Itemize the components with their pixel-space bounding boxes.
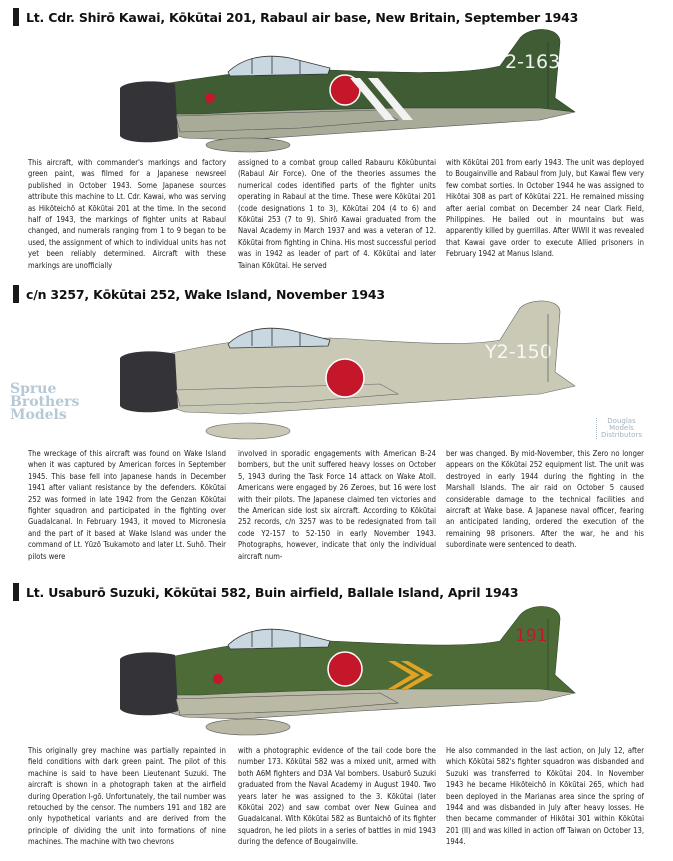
column-2: assigned to a combat group called Rabauru Kōkūbuntai (Rabaul Air Force). One of the theories assumes the numerical codes identified parts of the fighter units operating in Rabaul at the time. These were Kōkūtai 201 (code designations 1 to 3), Kōkūtai 204 (4 to 6) and Kōkūtai 253 (7 to 9). Shirō Kawai graduated from the Naval Academy in March 1937 and was a veteran of 12. Kōkūtai from fighting in China. His most successful period was in 1942 as leader of part of 4. Kōkūtai and later Tainan Kōkūtai. He served — [238, 158, 436, 270]
column-3: He also commanded in the last action, on July 12, after which Kōkūtai 582's fighter squadron was disbanded and Suzuki was transferred to Kōkūtai 204. In November 1943 he became Hikōteichō in Kōkūtai 265, which had been deployed in the Marianas area since the spring of 1944 and was disbanded in July after heavy losses. He then became commander of Hikōtai 301 within Kōkūtai 201 (II) and was killed in action off Taiwan on October 13, 1944. — [446, 746, 644, 847]
section-3-title-bar — [0, 581, 673, 603]
column-3: with Kōkūtai 201 from early 1943. The unit was deployed to Bougainville and Rabaul from July, but Kawai flew very few combat sorties. In October 1944 he was assigned to Hikōtai 308 as part of Kōkūtai 221. He remained missing after aerial combat on December 24 near Clark Field, Philippines. He bailed out in mountains but was apparently killed by guerrillas. After WWII it was revealed that Kawai gave order to execute Allied prisoners in February 1942 at Manus Island. — [446, 158, 644, 259]
column-1: This originally grey machine was partially repainted in field conditions with dark green paint. The pilot of this machine is said to have been Lieutenant Suzuki. The aircraft is shown in a photograph taken at the airfield during Operation I-gō. Unfortunately, the tail number was retouched by the censor. The numbers 191 and 182 are only hypothetical variants and are derived from the principle of dividing the unit into formations of nine machines. The machine with two chevrons — [28, 746, 226, 847]
tail-code: Y2-150 — [485, 341, 552, 363]
aircraft-profile-1 — [0, 28, 673, 156]
section-1-title-bar — [0, 6, 673, 28]
section-3-title: Lt. Usaburō Suzuki, Kōkūtai 582, Buin airfield, Ballale Island, April 1943 — [26, 584, 519, 600]
section-2-title: c/n 3257, Kōkūtai 252, Wake Island, November 1943 — [26, 286, 385, 302]
sprue-brothers-watermark: Sprue Brothers Models — [10, 381, 80, 423]
drop-tank — [206, 719, 290, 735]
hinomaru — [328, 652, 362, 686]
drop-tank — [206, 138, 290, 152]
engine-cowling — [120, 351, 178, 412]
canopy — [228, 629, 330, 649]
hinomaru — [326, 359, 364, 397]
engine-cowling — [120, 81, 178, 142]
section-2-text — [0, 448, 673, 576]
aircraft-profile-2 — [0, 296, 673, 446]
canopy — [228, 56, 330, 76]
column-3: ber was changed. By mid-November, this Zero no longer appears on the Kōkūtai 252 equipment list. The unit was destroyed in early 1944 during the fighting in the Marshall Islands. The air raid on October 5 caused considerable damage to the technical facilities and aircraft at Wake base. A Japanese naval officer, fearing an anticipated landing, ordered the execution of the remaining 98 prisoners. After the war, he and his subordinate were sentenced to death. — [446, 449, 644, 550]
tail-code: 191 — [515, 626, 548, 646]
tail-code: 2-163 — [505, 51, 561, 73]
distributor-watermark: Douglas Models Distributors — [596, 418, 642, 439]
column-2: involved in sporadic engagements with American B-24 bombers, but the unit suffered heavy losses on October 5, 1943 during the Task Force 14 attack on Wake Atoll. Americans were engaged by 26 Zeroes, but 16 were lost with their pilots. The Japanese claimed ten victories and the American side lost six aircraft. According to Kōkūtai 252 records, c/n 3257 was to be redesignated from tail code Y2-157 to 52-150 in early November 1943. Photographs, however, indicate that only the individual aircraft num- — [238, 449, 436, 561]
drop-tank — [206, 423, 290, 439]
canopy — [228, 328, 330, 348]
aircraft-profile-3 — [0, 605, 673, 745]
title-marker — [13, 8, 19, 26]
column-1: This aircraft, with commander's markings and factory green paint, was filmed for a Japanese newsreel published in October 1943. Some Japanese sources attribute this machine to Lt. Cdr. Kawai, who was serving as Hikōteichō at Kōkūtai 201 at the time. In the second half of 1943, the markings of fighter units at Rabaul changed, and numerals ranging from 1 to 9 began to be used, the assignment of which to individual units has not yet been reliably determined. Aircraft with these markings are unofficially — [28, 158, 226, 270]
fuselage-upper — [150, 606, 575, 695]
column-2: with a photographic evidence of the tail code bore the number 173. Kōkūtai 582 was a mixed unit, armed with both A6M fighters and D3A Val bombers. Usaburō Suzuki graduated from the Naval Academy in August 1940. Two years later he was assigned to the 3. Kōkūtai (later Kōkūtai 202) and saw combat over New Guinea and Guadalcanal. With Kōkūtai 582 as Buntaichō of its fighter squadron, he led pilots in a series of battles in mid 1943 during the defence of Bougainville. — [238, 746, 436, 847]
section-3-text — [0, 745, 673, 861]
title-marker — [13, 583, 19, 601]
column-1: The wreckage of this aircraft was found on Wake Island when it was captured by American forces in September 1945. This base fell into Japanese hands in December 1941 after valiant resistance by the defenders. Kōkūtai 252 was formed in late 1942 from the Genzan Kōkūtai fighter squadron and participated in the fighting over Guadalcanal. In February 1943, it moved to Micronesia and the part of it based at Wake Island was under the command of Lt. Yūzō Tsukamoto and later Lt. Suhō. Their pilots were — [28, 449, 226, 561]
section-1-text — [0, 157, 673, 285]
engine-cowling — [120, 652, 178, 715]
section-1-title: Lt. Cdr. Shirō Kawai, Kōkūtai 201, Rabaul air base, New Britain, September 1943 — [26, 9, 579, 25]
